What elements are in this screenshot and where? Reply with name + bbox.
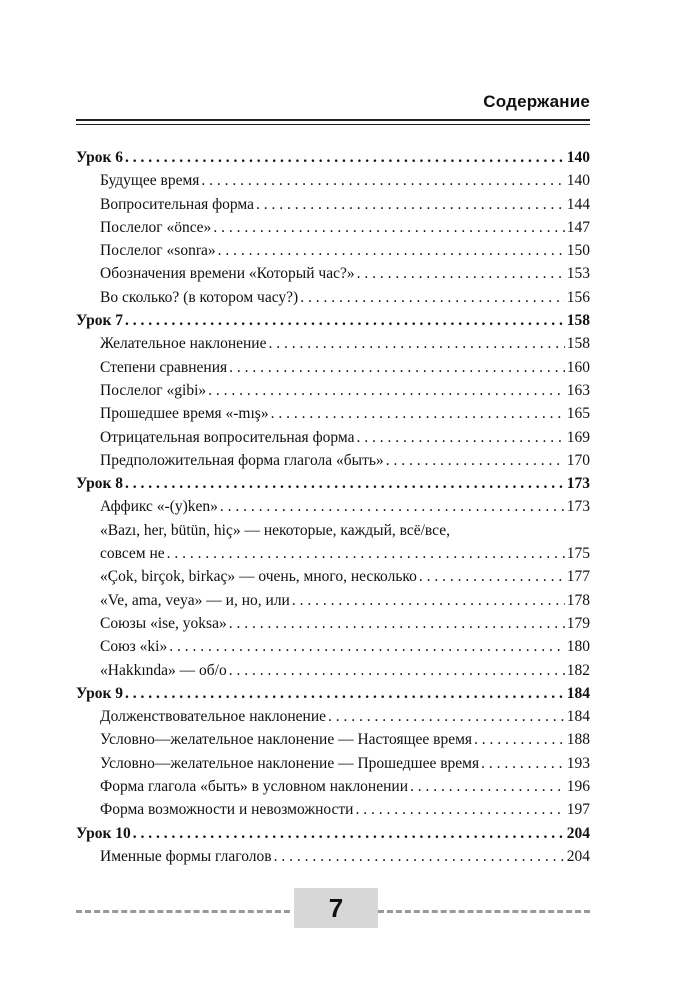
- dot-leader: [229, 356, 565, 379]
- toc-entry-page: 179: [566, 614, 590, 632]
- toc-entry-title: Именные формы глаголов: [100, 847, 272, 865]
- toc-entry-page: 170: [566, 451, 590, 469]
- toc-entry-title: Долженствовательное наклонение: [100, 708, 327, 726]
- toc-entry[interactable]: [76, 589, 590, 612]
- toc-entry-title: Будущее время: [100, 172, 200, 190]
- toc-entry[interactable]: [76, 635, 590, 658]
- toc-entry-title: «Hakkında» — об/о: [100, 661, 227, 679]
- toc-entry-page: 204: [566, 847, 590, 865]
- toc-entry-title: Предположительная форма глагола «быть»: [100, 451, 384, 469]
- header-rule-thin: [76, 124, 590, 125]
- dot-leader: [167, 542, 565, 565]
- toc-entry-title: Послелог «gibi»: [100, 381, 207, 399]
- toc-entry-title: Послелог «önce»: [100, 218, 212, 236]
- toc-entry-page: 184: [566, 708, 590, 726]
- toc-entry-page: 180: [566, 638, 590, 656]
- toc-entry-page: 182: [566, 661, 590, 679]
- toc-entry-page: 153: [566, 265, 590, 283]
- toc-entry[interactable]: [76, 728, 590, 751]
- dot-leader: [300, 286, 565, 309]
- toc-entry[interactable]: [76, 542, 590, 565]
- toc-entry-page: 204: [566, 824, 590, 842]
- dot-leader: [419, 565, 565, 588]
- toc-entry-title: Форма глагола «быть» в условном наклонении: [100, 778, 408, 796]
- toc-entry-page: 150: [566, 242, 590, 260]
- dot-leader: [169, 635, 565, 658]
- toc-entry-title: Обозначения времени «Который час?»: [100, 265, 355, 283]
- toc-entry-page: 175: [566, 545, 590, 563]
- toc-lesson-entry[interactable]: [76, 146, 590, 169]
- toc-entry[interactable]: [76, 262, 590, 285]
- toc-entry[interactable]: [76, 612, 590, 635]
- dot-leader: [386, 449, 565, 472]
- toc-entry-page: 173: [566, 475, 590, 493]
- dot-leader: [274, 845, 565, 868]
- toc-lesson-entry[interactable]: [76, 309, 590, 332]
- toc-entry-page: 140: [566, 149, 590, 166]
- toc-entry-title: Союз «ki»: [100, 638, 168, 656]
- header-rule-thick: [76, 119, 590, 121]
- toc-entry-title: Урок 9: [76, 684, 124, 702]
- toc-entry-page: 173: [566, 498, 590, 516]
- toc-entry-page: 165: [566, 405, 590, 423]
- toc-entry[interactable]: [76, 752, 590, 775]
- toc-entry[interactable]: [76, 659, 590, 682]
- toc-entry-title: Урок 8: [76, 475, 124, 493]
- toc-entry[interactable]: [76, 216, 590, 239]
- toc-entry-page: 156: [566, 288, 590, 306]
- toc-entry[interactable]: [76, 193, 590, 216]
- toc-entry-title: Прошедшее время «-mış»: [100, 405, 269, 423]
- toc-entry-title: Отрицательная вопросительная форма: [100, 428, 355, 446]
- toc-entry-title: Аффикс «-(y)ken»: [100, 498, 218, 516]
- dot-leader: [481, 752, 565, 775]
- toc-entry-title: Форма возможности и невозможности: [100, 801, 354, 819]
- page-footer: [76, 888, 590, 928]
- toc-entry-title: совсем не: [100, 545, 165, 563]
- dot-leader: [125, 146, 565, 169]
- table-of-contents: [76, 146, 590, 868]
- dot-leader: [208, 379, 565, 402]
- toc-entry-title: Урок 7: [76, 312, 124, 330]
- toc-entry[interactable]: [76, 402, 590, 425]
- toc-entry-page: 160: [566, 358, 590, 376]
- dot-leader: [268, 332, 564, 355]
- toc-entry-title: Урок 6: [76, 149, 124, 166]
- toc-entry-page: 140: [566, 172, 590, 190]
- toc-entry[interactable]: [76, 356, 590, 379]
- toc-entry[interactable]: [76, 798, 590, 821]
- toc-entry[interactable]: [76, 426, 590, 449]
- dot-leader: [355, 798, 564, 821]
- dot-leader: [410, 775, 565, 798]
- toc-entry-page: 144: [566, 195, 590, 213]
- dot-leader: [357, 262, 565, 285]
- toc-entry-page: 158: [566, 312, 590, 330]
- page-title: Содержание: [483, 92, 590, 111]
- dot-leader: [133, 822, 565, 845]
- dot-leader: [125, 682, 565, 705]
- toc-entry-page: 158: [566, 335, 590, 353]
- toc-entry-title: Степени сравнения: [100, 358, 228, 376]
- toc-entry-page: 163: [566, 381, 590, 399]
- toc-entry[interactable]: [76, 379, 590, 402]
- toc-entry[interactable]: [76, 169, 590, 192]
- toc-entry[interactable]: [76, 239, 590, 262]
- toc-entry-page: 177: [566, 568, 590, 586]
- toc-entry-title: Урок 10: [76, 824, 131, 842]
- toc-entry-page: 184: [566, 684, 590, 702]
- toc-entry-title: Условно—желательное наклонение — Прошедшее время: [100, 754, 480, 772]
- toc-entry-title: Условно—желательное наклонение — Настоящее время: [100, 731, 473, 749]
- toc-entry[interactable]: [76, 565, 590, 588]
- toc-lesson-entry[interactable]: [76, 682, 590, 705]
- toc-entry-title: «Ve, ama, veya» — и, но, или: [100, 591, 290, 609]
- dot-leader: [271, 402, 565, 425]
- toc-entry-title: Послелог «sonra»: [100, 242, 216, 260]
- toc-entry[interactable]: [76, 775, 590, 798]
- toc-entry-continued: «Bazı, her, bütün, hiç» — некоторые, каждый, всё/все,: [100, 521, 450, 539]
- dot-leader: [328, 705, 565, 728]
- toc-entry-page: 178: [566, 591, 590, 609]
- page-number: 7: [294, 888, 378, 928]
- toc-entry[interactable]: [76, 495, 590, 518]
- dot-leader: [256, 193, 565, 216]
- dot-leader: [229, 659, 565, 682]
- toc-entry[interactable]: [76, 845, 590, 868]
- toc-entry-page: 147: [566, 218, 590, 236]
- toc-entry-title: Союзы «ise, yoksa»: [100, 614, 227, 632]
- dot-leader: [218, 239, 565, 262]
- dot-leader: [125, 472, 565, 495]
- dot-leader: [229, 612, 565, 635]
- toc-entry[interactable]: [76, 705, 590, 728]
- toc-entry-title: «Çok, birçok, birkaç» — очень, много, несколько: [100, 568, 417, 586]
- toc-entry[interactable]: [76, 286, 590, 309]
- toc-entry-page: 169: [566, 428, 590, 446]
- toc-lesson-entry[interactable]: [76, 822, 590, 845]
- dot-leader: [213, 216, 564, 239]
- toc-entry-page: 188: [566, 731, 590, 749]
- toc-entry-page: 197: [566, 801, 590, 819]
- footer-dashed-line-left: [76, 910, 290, 913]
- toc-entry-title: Вопросительная форма: [100, 195, 254, 213]
- dot-leader: [474, 728, 565, 751]
- toc-entry[interactable]: [76, 449, 590, 472]
- toc-lesson-entry[interactable]: [76, 472, 590, 495]
- toc-entry-page: 193: [566, 754, 590, 772]
- toc-entry[interactable]: [76, 332, 590, 355]
- dot-leader: [356, 426, 564, 449]
- toc-entry-page: 196: [566, 778, 590, 796]
- toc-entry-title: Во сколько? (в котором часу?): [100, 288, 299, 306]
- dot-leader: [201, 169, 564, 192]
- dot-leader: [292, 589, 565, 612]
- dot-leader: [125, 309, 565, 332]
- dot-leader: [220, 495, 565, 518]
- footer-dashed-line-right: [378, 910, 590, 913]
- toc-entry-title: Желательное наклонение: [100, 335, 267, 353]
